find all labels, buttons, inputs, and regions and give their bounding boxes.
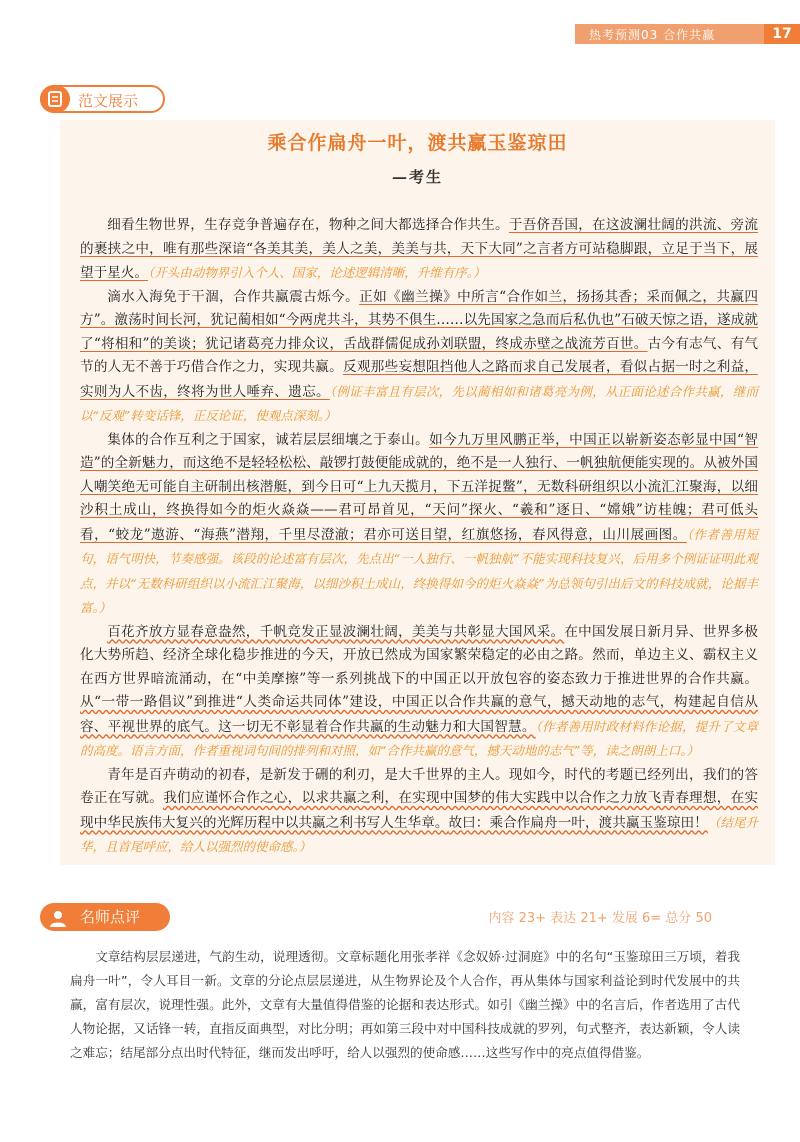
review-section-label bbox=[40, 903, 170, 931]
review-section-title: 名师点评 bbox=[80, 908, 141, 926]
essay-body bbox=[80, 214, 758, 860]
essay-paragraph-5: 青年是百卉萌动的初春，是新发于硎的利刃，是大千世界的主人。现如今，时代的考题已经列出，我们的答卷正在写就。我们应谨怀合作之心，以求共赢之利，在实现中国梦的伟大实践中以合作之力放飞青春理想，在实现中华民族伟大复兴的光辉历程中以共赢之利书写人生华章。故曰：乘合作扁舟一叶，渡共赢玉鉴琼田！（结尾升华，且首尾呼应，给人以强烈的使命感。） bbox=[80, 766, 759, 854]
essay-section-label bbox=[40, 85, 165, 113]
section-tag: 热考预测03 合作共赢 bbox=[589, 28, 716, 42]
essay-paragraph-4: 百花齐放方显春意盎然，千帆竞发正显波澜壮阔，美美与共彰显大国风采。在中国发展日新月异、世界多极化大势所趋、经济全球化稳步推进的今天，开放已然成为国家繁荣稳定的必由之路。然而，单边主义、霸权主义在西方世界暗流涌动，在“中美摩擦”等一系列挑战下的中国正以开放包容的姿态致力于推进世界的合作共赢。从“一带一路倡议”到推进“人类命运共同体”建设，中国正以合作共赢的意气，撼天动地的志气，构建起自信从容、平视世界的底气。这一切无不彰显着合作共赢的生动魅力和大国智慧。（作者善用时政材料作论据，提升了文章的高度。语言方面，作者重视词句间的排列和对照，如“合作共赢的意气，撼天动地的志气”等，读之朗朗上口。） bbox=[80, 623, 759, 758]
annotation: （例证丰富且有层次，先以蔺相如和诸葛亮为例，从正面论述合作共赢，继而以“反观”转变话锋，正反论证，使观点深刻。） bbox=[80, 383, 758, 423]
essay-paragraph-1: 细看生物世界，生存竞争普遍存在，物种之间大都选择合作共生。于吾侪吾国，在这波澜壮阔的洪流、旁流的裹挟之中，唯有那些深谙“各美其美，美人之美，美美与共，天下大同”之言者方可站稳脚跟，立足于当下，展望于星火。（开头由动物界引入个人、国家，论述逻辑清晰，升维有序。） bbox=[80, 217, 759, 281]
page-number: 17 bbox=[764, 24, 800, 44]
page-header-bar bbox=[575, 24, 800, 44]
review-paragraph: 文章结构层层递进，气韵生动，说理透彻。文章标题化用张孝祥《念奴娇·过洞庭》中的名句“玉鉴琼田三万顷，着我扁舟一叶”，令人耳目一新。文章的分论点层层递进，从生物界论及个人合作，再从集体与国家利益论到时代发展中的共赢，富有层次，说理性强。此外，文章有大量值得借鉴的论据和表达形式。如引《幽兰操》中的名言后，作者选用了古代人物论据，又话锋一转，直指反面典型，对比分明；再如第三段中对中国科技成就的罗列，句式整齐，表达新颖，令人读之难忘；结尾部分点出时代特征，继而发出呼吁，给人以强烈的使命感……这些写作中的亮点值得借鉴。 bbox=[70, 949, 740, 1060]
essay-author: —考生 bbox=[391, 168, 443, 186]
annotation: （开头由动物界引入个人、国家，论述逻辑清晰，升维有序。） bbox=[147, 265, 486, 280]
essay-paragraph-2: 滴水入海免于干涸，合作共赢震古烁今。正如《幽兰操》中所言“合作如兰，扬扬其香；采而佩之，共赢四方”。激荡时间长河，犹记蔺相如“今两虎共斗，其势不俱生……以先国家之急而后私仇也”石破天惊之语，遂成就了“将相和”的美谈；犹记诸葛亮力排众议，舌战群儒促成孙刘联盟，终成赤壁之战流芳百世。古今有志气、有气节的人无不善于巧借合作之力，实现共赢。反观那些妄想阻挡他人之路而求自己发展者，看似占据一时之利益，实则为人不齿，终将为世人唾弃、遗忘。（例证丰富且有层次，先以蔺相如和诸葛亮为例，从正面论述合作共赢，继而以“反观”转变话锋，正反论证，使观点深刻。） bbox=[80, 288, 759, 423]
document-icon bbox=[40, 85, 70, 113]
essay-paragraph-3: 集体的合作互利之于国家，诚若层层细壤之于泰山。如今九万里风鹏正举，中国正以崭新姿态彰显中国“智造”的全新魅力，而这绝不是轻轻松松、敲锣打鼓便能成就的，绝不是一人独行、一帆独航便能实现的。从被外国人嘲笑绝无可能自主研制出核潜艇，到今日可“上九天揽月，下五洋捉鳖”，无数科研组织以小流汇江聚海，以细沙积土成山，终换得如今的炬火焱焱——君可昂首见，“天问”探火、“羲和”逐日、“嫦娥”访桂魄；君可低头看，“蛟龙”遨游、“海燕”潜翔，千里尽澄澈；君亦可送目望，红旗悠扬，春风得意，山川展画图。（作者善用短句，语气明快，节奏感强。该段的论述富有层次，先点出“一人独行、一帆独航”不能实现科技复兴，后用多个例证证明此观点，并以“无数科研组织以小流汇江聚海，以细沙积土成山，终换得如今的炬火焱焱”为总领句引出后文的科技成就，论据丰富。） bbox=[80, 431, 759, 615]
essay-panel bbox=[60, 120, 775, 865]
teacher-icon bbox=[48, 908, 68, 926]
annotation: （作者善用短句，语气明快，节奏感强。该段的论述富有层次，先点出“一人独行、一帆独航”不能实现科技复兴，后用多个例证证明此观点，并以“无数科研组织以小流汇江聚海，以细沙积土成山，终换得如今的炬火焱焱”为总领句引出后文的科技成就，论据丰富。） bbox=[80, 526, 758, 615]
annotation: （结尾升华，且首尾呼应，给人以强烈的使命感。） bbox=[80, 814, 759, 854]
review-text-block bbox=[70, 945, 740, 1065]
annotation: （作者善用时政材料作论据，提升了文章的高度。语言方面，作者重视词句间的排列和对照，如“合作共赢的意气，撼天动地的志气”等，读之朗朗上口。） bbox=[80, 718, 759, 758]
score-summary: 内容 23+ 表达 21+ 发展 6= 总分 50 bbox=[488, 911, 712, 926]
essay-section-title: 范文展示 bbox=[78, 92, 139, 110]
essay-title: 乘合作扁舟一叶，渡共赢玉鉴琼田 bbox=[267, 132, 568, 154]
